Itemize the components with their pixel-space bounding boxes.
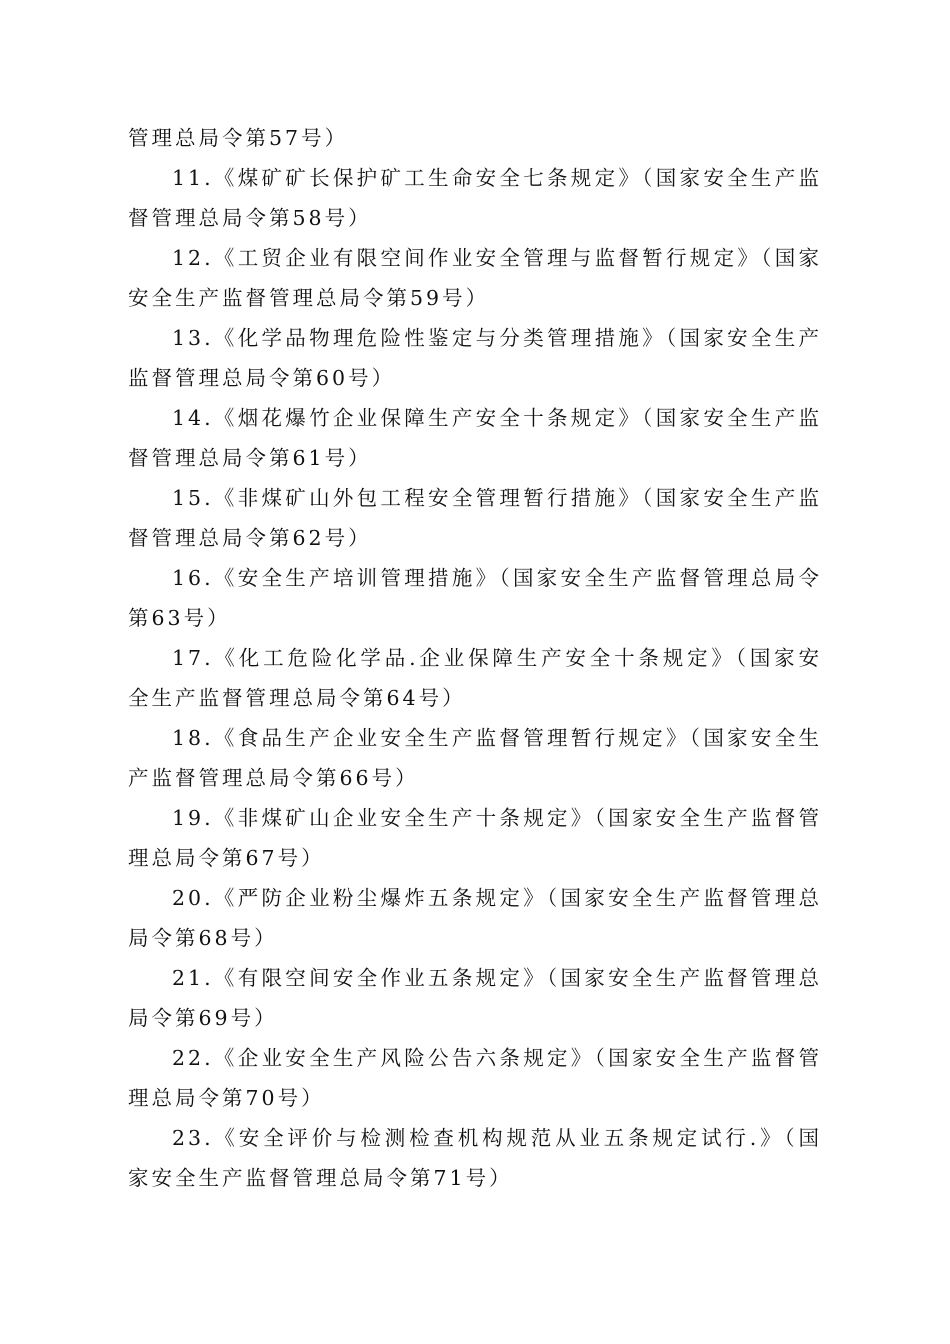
list-item-15: 15.《非煤矿山外包工程安全管理暂行措施》（国家安全生产监督管理总局令第62号）: [128, 486, 822, 550]
paragraph-continuation: 管理总局令第57号）: [128, 126, 349, 150]
list-item-11: 11.《煤矿矿长保护矿工生命安全七条规定》（国家安全生产监督管理总局令第58号）: [128, 166, 822, 230]
list-item-22: 22.《企业安全生产风险公告六条规定》（国家安全生产监督管理总局令第70号）: [128, 1046, 822, 1110]
list-item-17: 17.《化工危险化学品.企业保障生产安全十条规定》（国家安全生产监督管理总局令第64号）: [128, 646, 822, 710]
list-item-23: 23.《安全评价与检测检查机构规范从业五条规定试行.》（国家安全生产监督管理总局令第71号）: [128, 1126, 822, 1190]
list-item-16: 16.《安全生产培训管理措施》（国家安全生产监督管理总局令第63号）: [128, 566, 822, 630]
list-item-13: 13.《化学品物理危险性鉴定与分类管理措施》（国家安全生产监督管理总局令第60号）: [128, 326, 822, 390]
list-item-19: 19.《非煤矿山企业安全生产十条规定》（国家安全生产监督管理总局令第67号）: [128, 806, 822, 870]
list-item-20: 20.《严防企业粉尘爆炸五条规定》（国家安全生产监督管理总局令第68号）: [128, 886, 822, 950]
list-item-12: 12.《工贸企业有限空间作业安全管理与监督暂行规定》（国家安全生产监督管理总局令第59号）: [128, 246, 822, 310]
list-item-18: 18.《食品生产企业安全生产监督管理暂行规定》（国家安全生产监督管理总局令第66号）: [128, 726, 822, 790]
list-item-14: 14.《烟花爆竹企业保障生产安全十条规定》（国家安全生产监督管理总局令第61号）: [128, 406, 822, 470]
document-body: [128, 118, 822, 1198]
list-item-21: 21.《有限空间安全作业五条规定》（国家安全生产监督管理总局令第69号）: [128, 966, 822, 1030]
